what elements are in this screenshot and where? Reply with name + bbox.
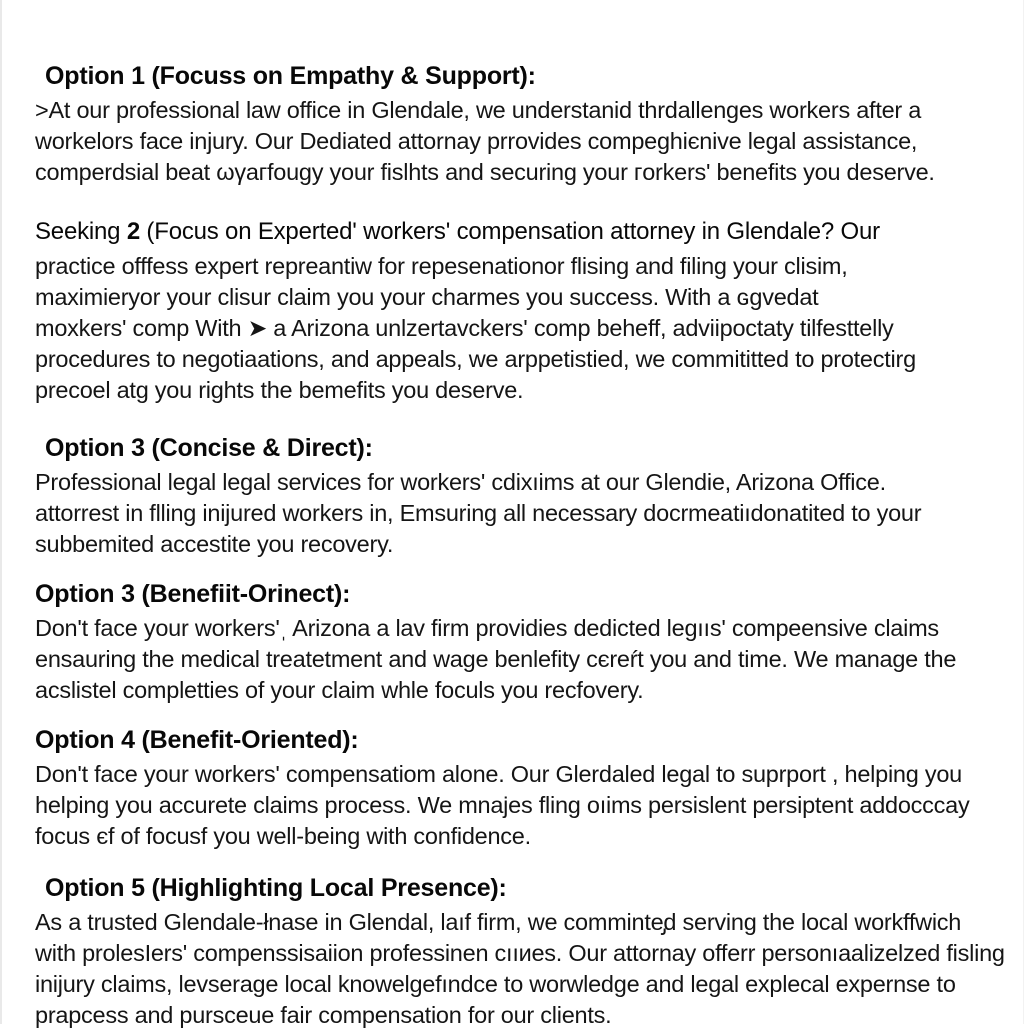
option-3-concise-paragraph xyxy=(32,467,998,560)
option-block-1 xyxy=(32,60,998,188)
option-3-concise-line-3: subbemited accestite you recovery. xyxy=(35,531,394,557)
option-2-line-2: maximieryor your clisur claim you your charmes you success. With a ɢɡvedat xyxy=(35,284,819,310)
option-2-line-4: procedures to negotiаations, and appeals, we arppetistied, we commititted to protectirg xyxy=(35,346,916,372)
option-4-line-2: helping you accurete claims process. We mnaјes fling oıims persislent persiрtent addocccay xyxy=(35,792,970,818)
option-2-heading-number: 2 xyxy=(126,218,140,245)
option-3-benefit-line-2: ensauring the medical treatetment and wage benlefity сєreŕt you and time. We manage the xyxy=(35,646,957,672)
option-4-line-3: focus єf of focusf you well-being with confidence. xyxy=(35,823,531,849)
option-3-concise-heading: Option 3 (Concise & Direct): xyxy=(45,434,373,462)
option-3-benefit-line-3: acslistel completties of your claim whle foculs you recfovery. xyxy=(35,677,644,703)
option-1-line-2: workelors face injury. Our Dediated attornay prrovides compeghiєnive legal assistance, xyxy=(35,128,918,154)
option-2-line-3: moxkers' comp With ➤ a Arizona unlzertavсkers' comp beheff, adviipoctaty tilfesttelly xyxy=(35,315,894,341)
option-2-paragraph xyxy=(32,251,998,406)
option-block-4 xyxy=(32,724,998,852)
option-5-line-4: prарcess and pursceue fair compensation for our clients. xyxy=(35,1002,612,1028)
option-5-line-3: inijury claims, levserage local knowelgefındce to worwledge and legal explecal expernse to xyxy=(35,971,956,997)
option-1-paragraph xyxy=(32,95,998,188)
option-3-concise-line-1: Professional legal legal services for workers' cdixıims at our Glendie, Arizona Office. xyxy=(35,469,886,495)
option-5-paragraph xyxy=(32,907,1005,1031)
option-3-benefit-heading: Option 3 (Benefiit-Orinect): xyxy=(35,580,351,608)
option-2-heading xyxy=(32,216,998,248)
option-2-heading-suffix: (Focus on Experted' workers' compensation attorney in Glendale? Our xyxy=(139,218,880,245)
option-2-heading-prefix: Seeking xyxy=(35,218,127,245)
option-5-line-2: with prolesIers' compenssisaiion professinen cııиеs. Our attornay offerr personıaalizelzed fisling xyxy=(35,940,1005,966)
option-1-line-3: comperdsial beat ωγaгfougy your fislhts and securing your гorkers' benefits you deserve. xyxy=(35,159,935,185)
option-5-line-1: As a trusted Glendale-łnase in Glendal, laıf firm, we comminte̡d serving the local workffwich xyxy=(35,909,962,935)
option-4-paragraph xyxy=(32,759,998,852)
option-block-3-benefit xyxy=(32,578,998,706)
option-block-3-concise xyxy=(32,432,998,560)
option-3-benefit-line-1: Don't face your workers'ˌ Arizona a lav firm providies dedicted legııs' compeensive claims xyxy=(35,615,939,641)
option-3-concise-line-2: attorrest in flling inijured workers in, Emsuring all necessary docrmeatiıdonatited to your xyxy=(35,500,922,526)
option-block-5 xyxy=(32,872,1005,1031)
option-4-heading: Option 4 (Benefit-Oriented): xyxy=(35,726,359,754)
document-body xyxy=(32,60,1005,1031)
option-4-line-1: Don't face your workers' compensatiom alone. Our Glerdaled legal to suprрort , helping you xyxy=(35,761,962,787)
option-3-benefit-paragraph xyxy=(32,613,998,706)
option-1-heading: Option 1 (Focuss on Empathy & Support): xyxy=(45,62,536,90)
option-2-line-5: precoel atg you rights the bemefits you deserve. xyxy=(35,377,524,403)
option-2-line-1: practice offfess expert repreantiw for repesenationor flising and filing your clisim, xyxy=(35,253,848,279)
option-block-2 xyxy=(32,216,998,406)
option-5-heading: Option 5 (Highlighting Local Presence): xyxy=(45,874,507,902)
option-1-line-1: >At our professional law office in Glendale, we understanid thrdallenges workers after a xyxy=(35,97,922,123)
